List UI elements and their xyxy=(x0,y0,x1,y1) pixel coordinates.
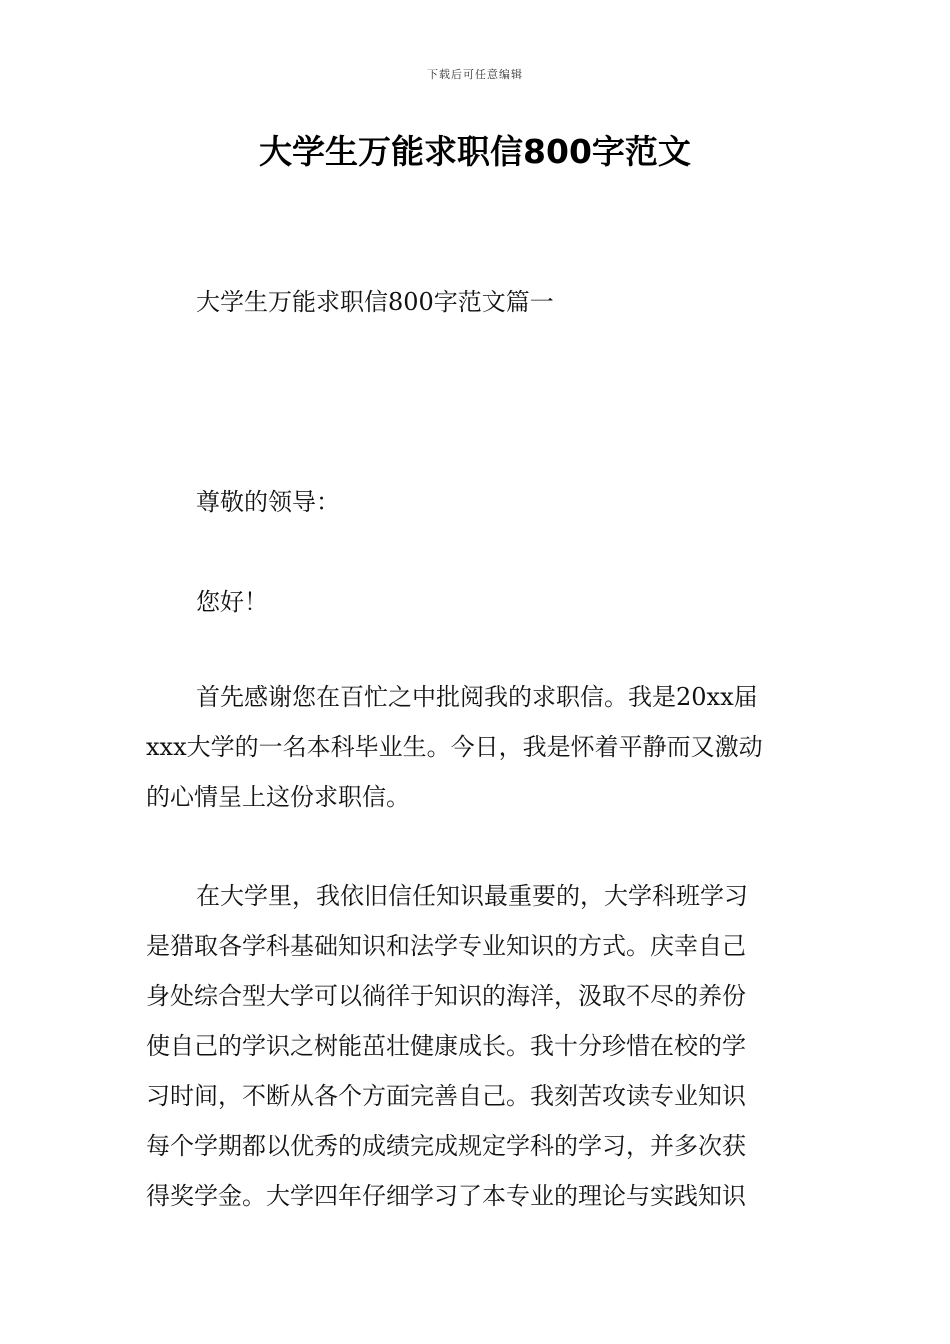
paragraph-line: 习时间，不断从各个方面完善自己。我刻苦攻读专业知识 xyxy=(146,1082,746,1110)
document-title: 大学生万能求职信800字范文 xyxy=(259,132,691,171)
section-subtitle: 大学生万能求职信800字范文篇一 xyxy=(196,288,554,316)
paragraph-line: xxx大学的一名本科毕业生。今日，我是怀着平静而又激动 xyxy=(146,733,763,761)
paragraph-line: 首先感谢您在百忙之中批阅我的求职信。我是20xx届 xyxy=(196,683,758,711)
paragraph-line: 的心情呈上这份求职信。 xyxy=(146,783,410,811)
paragraph-line: 在大学里，我依旧信任知识最重要的，大学科班学习 xyxy=(196,882,748,910)
body-paragraph xyxy=(146,871,808,1221)
letter-salutation: 尊敬的领导： xyxy=(196,488,340,516)
paragraph-line: 身处综合型大学可以徜徉于知识的海洋，汲取不尽的养份 xyxy=(146,982,746,1010)
header-note: 下载后可任意编辑 xyxy=(427,68,523,81)
body-paragraph xyxy=(146,672,808,822)
letter-greeting: 您好！ xyxy=(196,588,268,616)
paragraph-line: 每个学期都以优秀的成绩完成规定学科的学习，并多次获 xyxy=(146,1132,746,1160)
paragraph-line: 使自己的学识之树能茁壮健康成长。我十分珍惜在校的学 xyxy=(146,1032,746,1060)
paragraph-line: 得奖学金。大学四年仔细学习了本专业的理论与实践知识 xyxy=(146,1182,746,1210)
paragraph-line: 是猎取各学科基础知识和法学专业知识的方式。庆幸自己 xyxy=(146,932,746,960)
